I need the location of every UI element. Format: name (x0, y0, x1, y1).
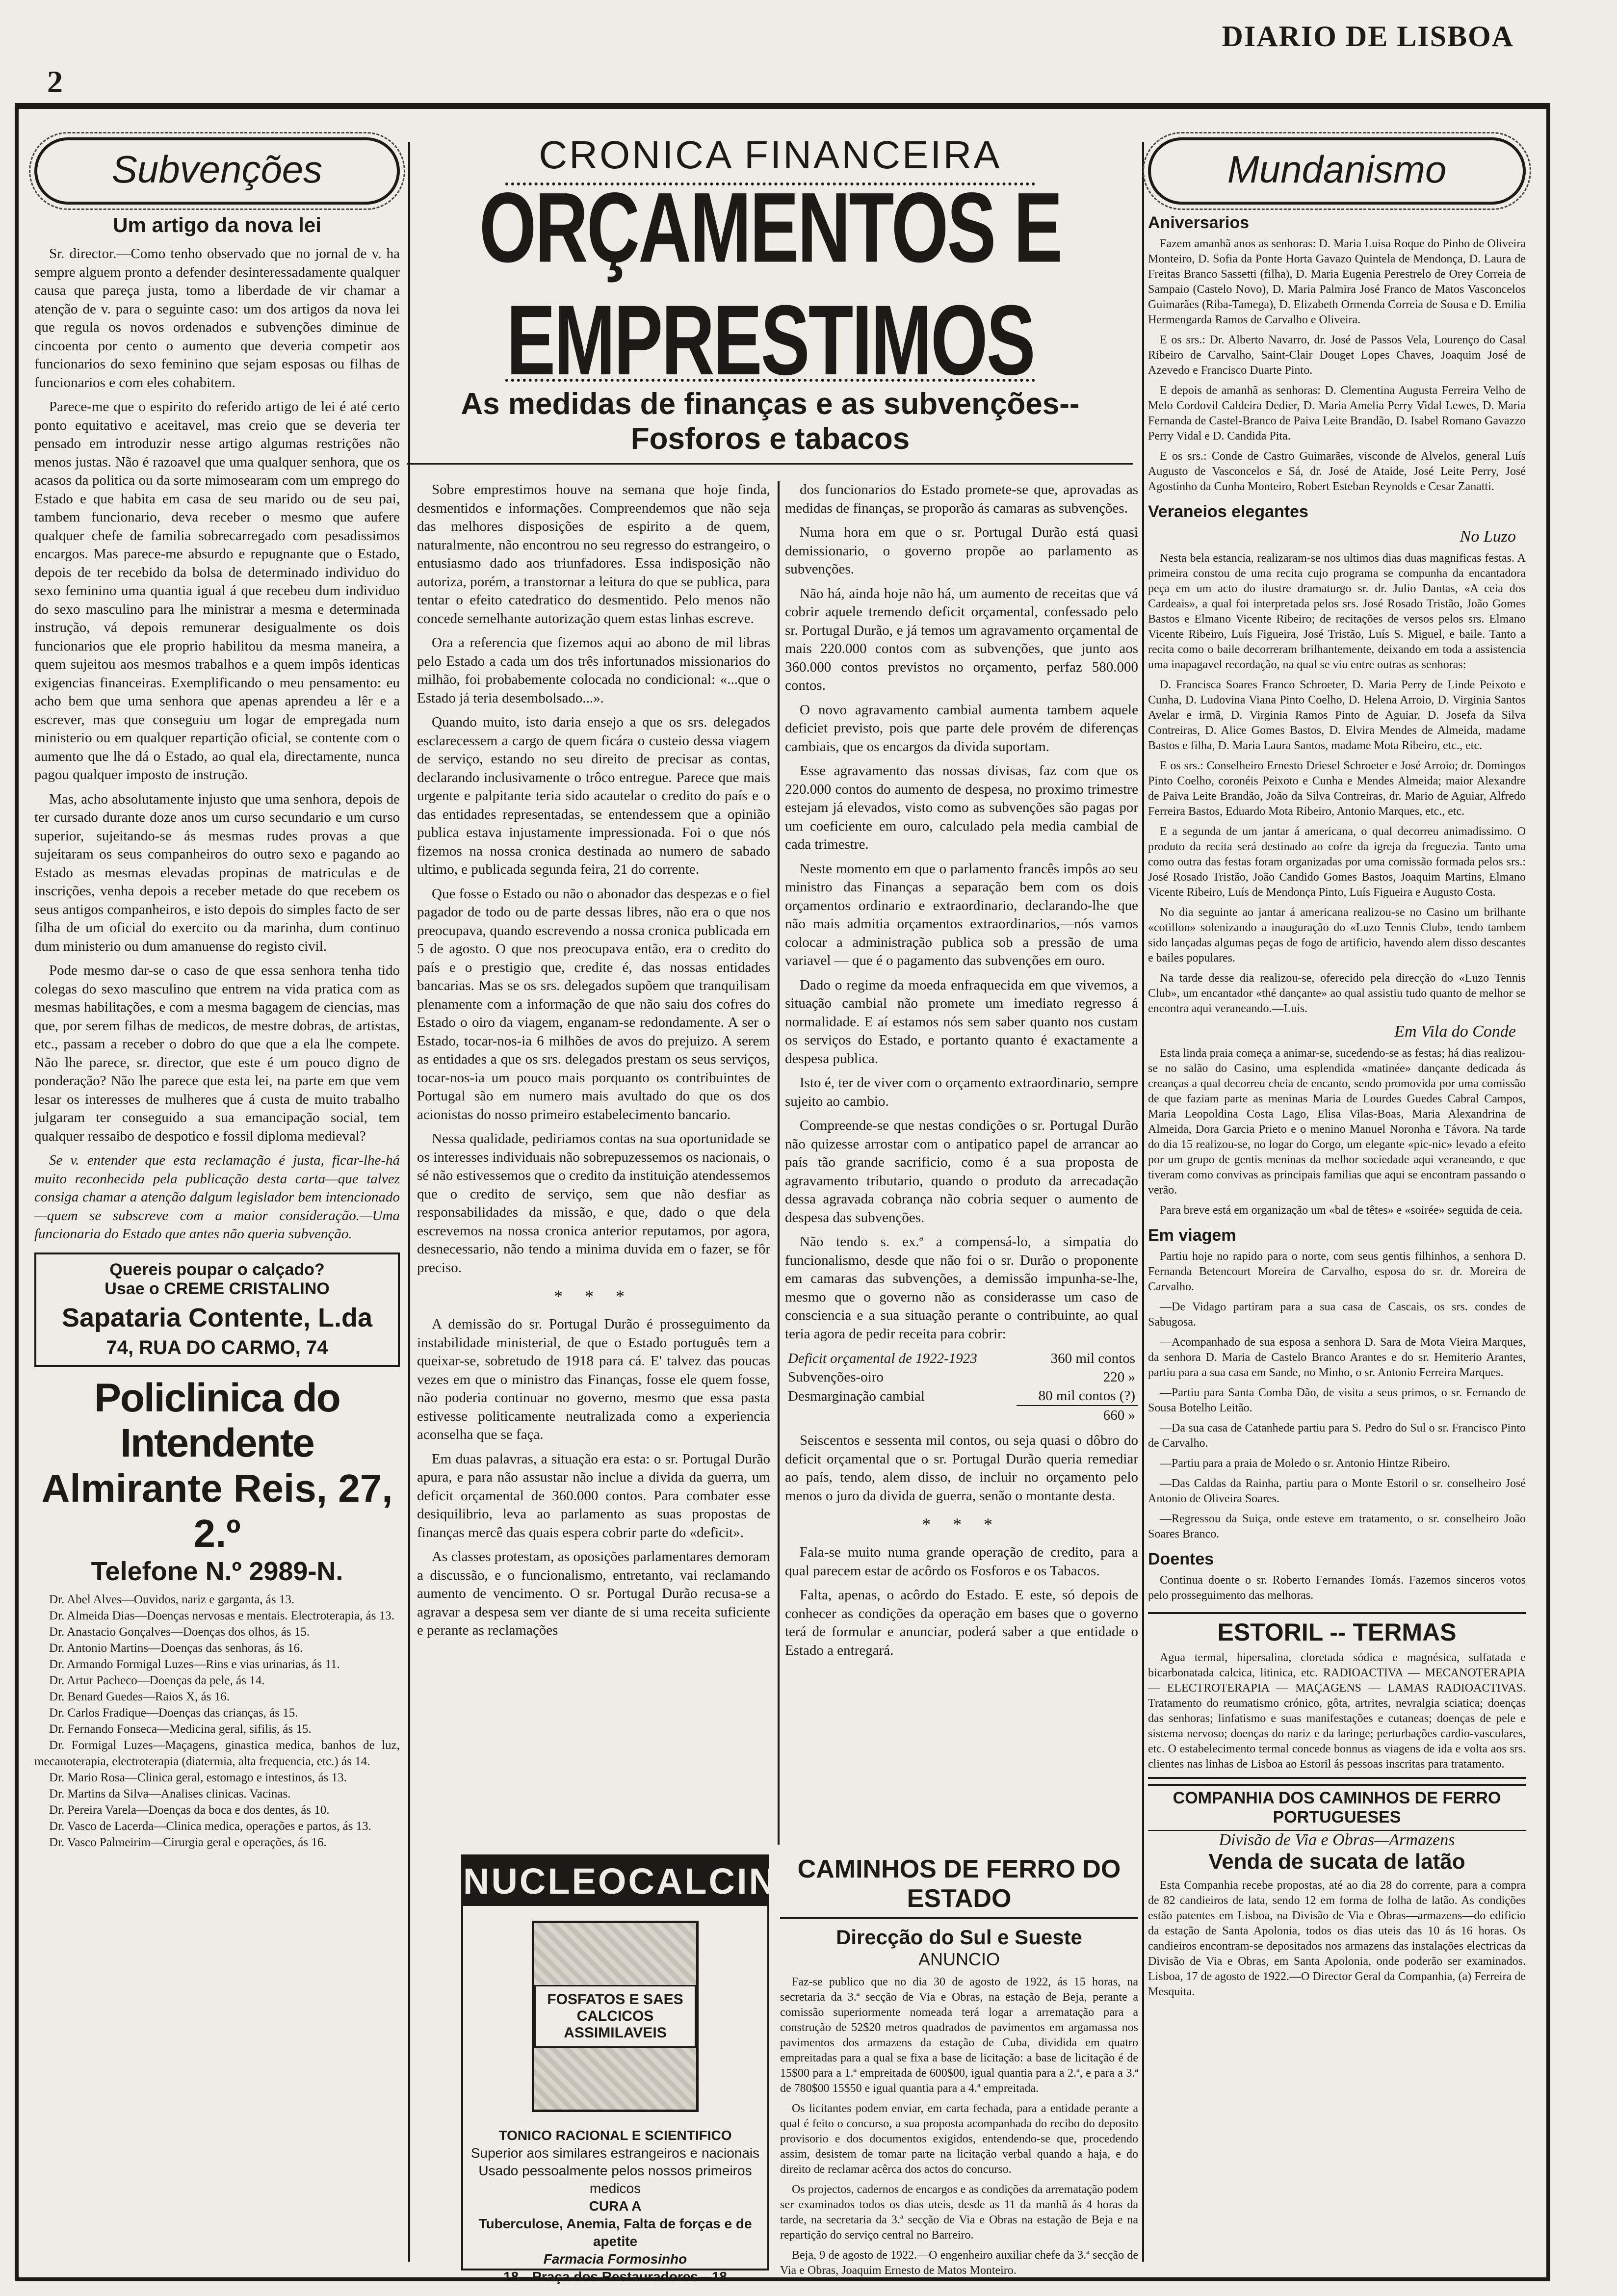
cronica-header (407, 132, 1133, 471)
notice-paragraph: Os projectos, cadernos de encargos e as condições da arrematação podem ser examinados todos os dias uteis, desde as 11 da manhã ás 4 horas da tarde, na secretaria da 3.ª secção de Via e Obras na estação de Beja e na repartição do serviço central no Barreiro. (780, 2183, 1138, 2242)
column-subvencoes (34, 137, 400, 2262)
article-paragraph: Se v. entender que esta reclamação é justa, ficar-lhe-há muito reconhecida pela publicação desta carta—que talvez consiga chamar a atenção dalgum legislador bem intencionado—quem se subscreve com a maior consideração.—Uma funcionaria do Estado que antes não queria subvenção. (34, 1152, 400, 1242)
article-paragraph: Continua doente o sr. Roberto Fernandes Tomás. Fazemos sinceros votos pelo prosseguimento das melhoras. (1148, 1574, 1526, 1602)
article-paragraph: Sr. director.—Como tenho observado que no jornal de v. ha sempre alguem pronto a defender desinteressadamente qualquer causa que pareça justa, tomo a liberdade de vir chamar a atenção de v. para o seguinte caso: um dos artigos da nova lei que regula os novos ordenados e subvenções diminue de cincoenta por cento o aumento que deveria competir aos funcionarios do sexo feminino que sejam esposas ou filhas de funcionarios e com eles cohabitem. (34, 246, 400, 391)
column-rule (1142, 142, 1144, 2262)
notice-paragraph: Os licitantes podem enviar, em carta fechada, para a entidade perante a qual é feito o concurso, a sua proposta acompanhada do recibo do deposito provisorio e dos documentos exigidos, entendendo-se que, procedendo assim, desistem de tomar parte na licitação verbal quando a haja, e do direito de reclamar acêrca dos actos do concurso. (780, 2102, 1138, 2176)
notice-caminhos-de-ferro (780, 1854, 1138, 2277)
article-paragraph: E depois de amanhã as senhoras: D. Clementina Augusta Ferreira Velho de Melo Cordovil Caldeira Dedier, D. Maria Amelia Perry Vidal Lewes, D. Maria Fernanda de Castel-Branco de Paiva Leite Brandão, D. Isabel Romano Gavazzo Perry Vidal e D. Candida Pita. (1148, 384, 1526, 443)
doctor-entry: Dr. Armando Formigal Luzes—Rins e vias urinarias, ás 11. (49, 1657, 340, 1671)
place-heading: No Luzo (1460, 527, 1516, 546)
article-paragraph: Sobre emprestimos houve na semana que hoje finda, desmentidos e informações. Compreendemos que não seja das melhores disposições de espirito a de quem, naturalmente, não encontrou no seu regresso do estrangeiro, o entusiasmo dado aos triunfadores. Essa indisposição não autoriza, porém, a transtornar a leitura do que se publica, para tentar o efeito catedratico do desmentido. Pelo menos não concede semelhante autorização quem estas linhas escreve. (417, 482, 770, 626)
table-cell: 220 » (1103, 1369, 1135, 1385)
article-paragraph: No dia seguinte ao jantar á americana realizou-se no Casino um brilhante «cotillon» solenizando a inauguração do «Luzo Tennis Club», tendo tambem sido lançadas algumas peças de fogo de artificio, havendo alem disso descantes e bailes populares. (1148, 906, 1526, 965)
table-cell (785, 1406, 1017, 1425)
policlinica-phone: Telefone N.º 2989-N. (91, 1556, 343, 1586)
article-paragraph: Nessa qualidade, pediriamos contas na sua oportunidade se os interesses individuais não sobrepuzessemos os nacionais, o sé não estivessemos que o credito da instituição atendessemos que o credito de serviço, sem que não desfiar as responsabilidades da missão, e que, dado o que dela escrevemos na nossa cronica anterior reputamos, por agora, desnecessario, não tendo a minima duvida em o fazer, se fôr preciso. (417, 1131, 770, 1276)
bottle-illustration (532, 1921, 699, 2112)
notice-companhia-caminhos-de-ferro (1148, 1784, 1526, 2000)
article-paragraph: A demissão do sr. Portugal Durão é prosseguimento da instabilidade ministerial, de que o Estado português tem a queixar-se, sobretudo de 1918 para cá. E' talvez das poucas vezes em que o ministro das Finanças, fosse ele quem fosse, não poderia continuar no governo, mesmo que essa pasta estivesse politicamente neutralizada como a experiencia aconselha que se faça. (417, 1316, 770, 1442)
article-paragraph: E os srs.: Conselheiro Ernesto Driesel Schroeter e José Arroio; dr. Domingos Pinto Coelho, coronéis Peixoto e Cunha e Mendes Almeida; maior Alexandre de Paiva Leite Brandão, João da Silva Contreiras, dr. Mario de Aguiar, Alfredo Ferreira Bastos, Eduardo Mota Ribeiro, Antonio Marques, etc., etc. (1148, 759, 1526, 818)
page-number: 2 (47, 64, 63, 99)
cronica-subhead: As medidas de finanças e as subvenções--Fosforos e tabacos (461, 387, 1080, 456)
advert-policlinica (34, 1376, 400, 1851)
section-title-subvencoes: Subvenções (34, 137, 400, 205)
advert-line: Superior aos similares estrangeiros e nacionais (470, 2145, 760, 2161)
article-paragraph: —Partiu para a praia de Moledo o sr. Antonio Hintze Ribeiro. (1160, 1457, 1450, 1470)
table-cell: Subvenções-oiro (788, 1369, 884, 1385)
notice-paragraph: Faz-se publico que no dia 30 de agosto de 1922, ás 15 horas, na secretaria da 3.ª secção de Via e Obras, na estação de Beja, perante a comissão superiormente nomeada terá logar a arrematação para a construção de 52$20 metros quadrados de pavimentos em argamassa nos pavimentos dos armazens da estação de Cuba, dividida em quatro empreitadas para a qual se fixa a base de licitação: a base de licitação é de 15$00 para a 1.ª empreitada de 600$00, igual quantia para a 2.ª, e para a 3.ª de 780$00 15$50 e igual quantia para a 4.ª empreitada. (780, 1976, 1138, 2095)
advert-nucleocalcina (461, 1854, 806, 2284)
table-row (785, 1386, 1138, 1406)
cronica-headline: ORÇAMENTOS E EMPRESTIMOS (479, 171, 1062, 396)
article-paragraph: Esta linda praia começa a animar-se, sucedendo-se as festas; há dias realizou-se no salão do Casino, uma esplendida «matinée» dançante dedicada ás creanças a qual decorreu cheia de encanto, sendo promovida por uma comissão de que faziam parte as meninas Maria de Lourdes Guedes Cabral Campos, Maria Leopoldina Costa Lago, Elisa Vilas-Boas, Maria Alexandrina de Almeida, Dora Garcia Prieto e o menino Manuel Noronha e Távora. Na tarde do dia 15 realizou-se, no logar do Corgo, um elegante «pic-nic» levado a efeito por um grupo de gentis meninas da melhor sociedade aqui veraneando, e que tiveram como convivas as principais familias que aqui se encontram passando o verão. (1148, 1047, 1526, 1197)
masthead: DIARIO DE LISBOA (1222, 20, 1514, 52)
article-paragraph: E os srs.: Dr. Alberto Navarro, dr. José de Passos Vela, Lourenço do Casal Ribeiro de Carvalho, Saint-Clair Douget Lopes Chaves, Joaquim José de Azevedo e Francisco Duarte Pinto. (1148, 334, 1526, 377)
policlinica-address: Almirante Reis, 27, 2.º (41, 1466, 393, 1555)
doctor-entry: Dr. Vasco de Lacerda—Clinica medica, operações e partos, ás 13. (49, 1819, 371, 1833)
article-paragraph: Mas, acho absolutamente injusto que uma senhora, depois de ter cursado durante doze anos um curso secundario e um curso superior, sujeitando-se ás mesmas rudes provas a que sujeitaram os seus companheiros do outro sexo e pagando ao Estado as mesmas elevadas propinas de matriculas e de inscrições, venha depois a receber metade do que recebem os seus antigos companheiros, e isto depois do simples facto de ser filha de um oficial do exercito ou da marinha, dum continuo dum ministerio ou dum amanuense do registo civil. (34, 791, 400, 954)
article-paragraph: Parece-me que o espirito do referido artigo de lei é até certo ponto equitativo e aceitavel, mas creio que se deveria ter pensado em introduzir nesse artigo algumas restrições não menos justas. Não é razoavel que uma qualquer senhora, que os acasos da politica ou da sorte mimosearam com um emprego do Estado e que habita em casa de seu marido ou de seu pai, tambem funcionario, deva receber o mesmo que aufere qualquer chefe de familia sobrecarregado com pesadissimos encargos. Mas parece-me absurdo e repugnante que o Estado, depois de ter recebido da bolsa de determinado individuo do sexo feminino uma quantia igual á que recebeu dum individuo do sexo masculino para lhe ministrar a mesma e determinada instrução, vá depois remunerar desigualmente os dois funcionarios que ele proprio habilitou da mesma maneira, a quem sujeitou aos mesmos trabalhos e a quem impôs identicas exigencias financeiras. Exemplificando o meu pensamento: eu acho bem que uma senhora que apenas aprendeu a lêr e a escrever, mas que conseguiu um logar de empregada num ministerio ou em qualquer repartição oficial, se contente com o aumento que lhe dá o Estado, ao qual ela, directamente, nunca pagou qualquer imposto de instrução. (34, 399, 400, 783)
bottle-label: FOSFATOS E SAES CALCICOS ASSIMILAVEIS (534, 1985, 696, 2048)
table-cell: 360 mil contos (1050, 1351, 1135, 1366)
notice-text: Esta Companhia recebe propostas, até ao dia 28 do corrente, para a compra de 82 candieiros de lata, sendo 12 em forma de folha de latão. As condições estão patentes em Lisboa, na Divisão de Via e Obras—armazens—do edificio da estação de Santa Apolonia, todos os dias uteis das 10 ás 16 horas. Os candieiros encontram-se depositados nos armazens das instalações electricas da Divisão de Via e Obras, em Santa Apolonia, onde poderão ser examinados. Lisboa, 17 de agosto de 1922.—O Director Geral da Companhia, (a) Ferreira de Mesquita. (1148, 1879, 1526, 1998)
article-paragraph: Fala-se muito numa grande operação de credito, para a qual parecem estar de acôrdo os Fosforos e os Tabacos. (785, 1544, 1138, 1579)
article-paragraph: —Da sua casa de Catanhede partiu para S. Pedro do Sul o sr. Francisco Pinto de Carvalho. (1148, 1422, 1526, 1450)
table-row (785, 1406, 1138, 1425)
doctor-entry: Dr. Antonio Martins—Doenças das senhoras, ás 16. (49, 1641, 303, 1655)
subsection-title: Veraneios elegantes (1148, 502, 1308, 521)
policlinica-name: Policlinica do Intendente (94, 1375, 340, 1465)
advert-address: 74, RUA DO CARMO, 74 (106, 1336, 328, 1358)
article-paragraph: dos funcionarios do Estado promete-se que, aprovadas as medidas de finanças, se proporão ás camaras as subvenções. (785, 482, 1138, 516)
article-paragraph: Isto é, ter de viver com o orçamento extraordinario, sempre sujeito ao cambio. (785, 1075, 1138, 1109)
article-paragraph: Fazem amanhã anos as senhoras: D. Maria Luisa Roque do Pinho de Oliveira Monteiro, D. Sofia da Ponte Horta Gavazo Quintela de Mendonça, D. Laura de Freitas Branco Sassetti (filha), D. Maria Eugenia Perestrelo de Orey Correia de Sampaio (Castelo Novo), D. Maria Palmira José Franco de Matos Vasconcelos Guimarães (Riba-Tamega), D. Elizabeth Ormenda Correia de Sousa e D. Emilia Hermengarda Ramos de Carvalho e Oliveira. (1148, 237, 1526, 326)
article-paragraph: —Regressou da Suiça, onde esteve em tratamento, o sr. conselheiro João Soares Branco. (1148, 1513, 1526, 1540)
article-paragraph: O novo agravamento cambial aumenta tambem aquele deficiet previsto, pois que parte dele provém de diferenças cambiais, que os encargos da divida suportam. (785, 702, 1138, 755)
budget-table (785, 1349, 1138, 1425)
advert-estoril-termas (1148, 1612, 1526, 1779)
section-break-stars: * * * (554, 1286, 633, 1306)
article-paragraph: —De Vidago partiram para a sua casa de Cascais, os srs. condes de Sabugosa. (1148, 1301, 1526, 1329)
article-paragraph: Ora a referencia que fizemos aqui ao abono de mil libras pelo Estado a cada um dos três infortunados missionarios do milhão, foi probabemente colocada no condicional: «...que o Estado já teria desembolsado...». (417, 635, 770, 706)
article-paragraph: Em duas palavras, a situação era esta: o sr. Portugal Durão apura, e para não assustar não inclue a divida da guerra, um deficit orçamental de 360.000 contos. Para combater esse desiquilibrio, leva ao parlamento as suas propostas de finanças mercê das quais espera cobrir parte do «deficit». (417, 1451, 770, 1540)
notice-kind: ANUNCIO (918, 1949, 1000, 1969)
doctor-entry: Dr. Artur Pacheco—Doenças da pele, ás 14. (49, 1673, 265, 1687)
doctor-entry: Dr. Benard Guedes—Raios X, ás 16. (49, 1690, 230, 1703)
subsection-title: Aniversarios (1148, 213, 1249, 232)
section-title-mundanismo: Mundanismo (1148, 137, 1526, 205)
table-cell: Deficit orçamental de 1922-1923 (788, 1351, 977, 1366)
article-paragraph: —Partiu para Santa Comba Dão, de visita a seus primos, o sr. Fernando de Sousa Botelho Leitão. (1148, 1386, 1526, 1414)
advert-sapataria (34, 1252, 400, 1367)
article-paragraph: Compreende-se que nestas condições o sr. Portugal Durão não quizesse arrostar com o antipatico papel de arrancar ao país tão grande sacrificio, como é a sua proposta de agravamento tributario, quando o produto da arrecadação dessa agravada cobrança não cobria sequer o aumento de despesa das subvenções. (785, 1118, 1138, 1226)
notice-title: COMPANHIA DOS CAMINHOS DE FERRO PORTUGUESES (1148, 1784, 1526, 1831)
article-paragraph: —Das Caldas da Rainha, partiu para o Monte Estoril o sr. conselheiro José Antonio de Oliveira Soares. (1148, 1477, 1526, 1505)
article-paragraph: E os srs.: Conde de Castro Guimarães, visconde de Alvelos, general Luís Augusto de Vasconcelos e Sá, dr. José de Ataide, José Leite Perry, José Agostinho da Cunha Monteiro, Robert Esteban Reynolds e Cesar Zanatti. (1148, 450, 1526, 493)
advert-line: 18—Praça dos Restauradores—18 (503, 2269, 727, 2284)
doctor-entry: Dr. Almeida Dias—Doenças nervosas e mentais. Electroterapia, ás 13. (49, 1609, 394, 1622)
advert-line: Quereis poupar o calçado? (109, 1260, 325, 1279)
doctor-entry: Dr. Martins da Silva—Analises clinicas. Vacinas. (49, 1787, 291, 1800)
column-cronica-a (417, 481, 770, 1850)
article-paragraph: Na tarde desse dia realizou-se, oferecido pela direcção do «Luzo Tennis Club», um encantador «thé dançante» ao qual assistiu tudo quanto de melhor se encontra aqui veraneando.—Luis. (1148, 972, 1526, 1015)
advert-name: Sapataria Contente, L.da (61, 1303, 373, 1332)
doctor-entry: Dr. Mario Rosa—Clinica geral, estomago e intestinos, ás 13. (49, 1771, 347, 1784)
notice-subtitle: Divisão de Via e Obras—Armazens (1219, 1831, 1455, 1849)
article-paragraph: Seiscentos e sessenta mil contos, ou seja quasi o dôbro do deficit orçamental que o sr. Portugal Durão queria remediar ao país, tendo, alem disso, de incluir no orçamento pelo menos o juro da divida de guerra, senão o montante desta. (785, 1433, 1138, 1504)
advert-title: ESTORIL -- TERMAS (1217, 1618, 1457, 1646)
subsection-title: Doentes (1148, 1550, 1214, 1568)
doctor-entry: Dr. Formigal Luzes—Maçagens, ginastica medica, banhos de luz, mecanoterapia, electroterapia (diatermia, alta frequencia, etc.) ás 14. (34, 1738, 400, 1768)
doctor-entry: Dr. Pereira Varela—Doenças da boca e dos dentes, ás 10. (49, 1803, 330, 1817)
doctor-entry: Dr. Vasco Palmeirim—Cirurgia geral e operações, ás 16. (49, 1835, 327, 1849)
doctor-entry: Dr. Abel Alves—Ouvidos, nariz e garganta, ás 13. (49, 1592, 295, 1606)
article-paragraph: Para breve está em organização um «bal de têtes» e «soirée» seguida de ceia. (1160, 1204, 1523, 1217)
article-paragraph: Partiu hoje no rapido para o norte, com seus gentis filhinhos, a senhora D. Fernanda Betencourt Moreira de Carvalho, esposa do sr. dr. Moreira de Carvalho. (1148, 1250, 1526, 1293)
table-row (785, 1368, 1138, 1386)
table-cell: 660 » (1103, 1408, 1135, 1423)
article-paragraph: D. Francisca Soares Franco Schroeter, D. Maria Perry de Linde Peixoto e Cunha, D. Ludovina Viana Pinto Coelho, D. Helena Arroio, D. Virginia Santos Avelar e irmã, D. Virginia Ramos Pinto de Aguiar, D. Josefa da Silva Contreiras, D. Alice Gomes Bastos, D. Elvira Mendes de Almeida, madame Bastos e filha, D. Maria Laura Santos, madame Mota Ribeiro, etc., etc. (1148, 678, 1526, 752)
table-cell: Desmarginação cambial (788, 1388, 925, 1404)
article-paragraph: —Acompanhado de sua esposa a senhora D. Sara de Mota Vieira Marques, da senhora D. Maria de Castelo Branco Arantes e do sr. Hemiterio Arantes, partiu para a sua casa em Sande, no Minho, o sr. Antonio Ferreira Marques. (1148, 1336, 1526, 1379)
column-mundanismo (1148, 137, 1526, 2262)
notice-subtitle: Direcção do Sul e Sueste (836, 1926, 1082, 1949)
article-paragraph: Nesta bela estancia, realizaram-se nos ultimos dias duas magnificas festas. A primeira constou de uma recita cujo programa se compunha da encantadora peça em um acto do ilustre dramaturgo sr. dr. Julio Dantas, «A ceia dos Cardeais», a qual foi interpretada pelos srs. José Rosado Tristão, João Gomes Bastos e Elmano Vicente Ribeiro; de recitações de versos pelos srs. Elmano Vicente Ribeiro, Luís Figueira, José Tristão, Luís S. Miguel, e baile. Tanto a recita como o baile decorreram brilhantemente, deixando em toda a assistencia uma inapagavel recordação, na qual se viu entre outras as senhoras: (1148, 552, 1526, 671)
article-paragraph: Não há, ainda hoje não há, um aumento de receitas que vá cobrir aquele tremendo deficit orçamental, confessado pelo sr. Portugal Durão, e já temos um agravamento orçamental de mais 220.000 contos com as subvenções, que junto aos 360.000 contos previstos no orçamento, perfaz 580.000 contos. (785, 585, 1138, 693)
advert-line: Tuberculose, Anemia, Falta de forças e de apetite (478, 2216, 752, 2249)
article-paragraph: Esse agravamento das nossas divisas, faz com que os 220.000 contos do aumento de despesa, no proximo trimestre estejam já elevados, visto como as subvenções são pagas por um coeficiente em ouro, calculado pela media cambial de cada trimestre. (785, 763, 1138, 852)
section-break-stars: * * * (922, 1514, 1001, 1534)
article-paragraph: Que fosse o Estado ou não o abonador das despezas e o fiel pagador de todo ou de parte dessas libres, não era o que nos preocupava, quando escrevendo a nossa cronica publicada em 5 de agosto. O que nos preocupava então, era o credito do país e o prestigio que, credite é, das nossas entidades bancarias. Mas se os srs. delegados supõem que tranquilisam plenamente com a informação de que não saiu dos cofres do Estado o oiro da viagem, enganam-se redondamente. A ser o Estado, tocar-nos-ia 6 milhões de avos do prejuizo. A serem as entidades a que os srs. delegados prestam os seus serviços, tocar-nos-ia um pouco mais porquanto os contribuintes de Portugal são em numero mais avultado do que os dos acionistas do nosso primeiro estabelecimento bancario. (417, 886, 770, 1122)
table-cell: 80 mil contos (?) (1017, 1386, 1138, 1406)
doctor-entry: Dr. Carlos Fradique—Doenças das crianças, ás 15. (49, 1706, 298, 1720)
article-paragraph: Não tendo s. ex.ª a compensá-lo, a simpatia do funcionalismo, desde que não foi o sr. Durão o proponente em camaras das subvenções, a demissão impunha-se-lhe, mesmo que o governo não as considerasse um caso de consciencia e a sua situação perante o contribuinte, ao qual teria agora de pedir receita para cobrir: (785, 1234, 1138, 1342)
table-row (785, 1349, 1138, 1368)
doctor-entry: Dr. Anastacio Gonçalves—Doenças dos olhos, ás 15. (49, 1625, 310, 1639)
advert-line: Usado pessoalmente pelos nossos primeiros medicos (478, 2163, 752, 2196)
article-paragraph: Dado o regime da moeda enfraquecida em que vivemos, a situação cambial não promete um imediato regresso á normalidade. E aí estamos nós sem saber quanto nos custam os serviços do Estado, e portanto quanto é exactamente a despesa publica. (785, 977, 1138, 1067)
advert-line: Farmacia Formosinho (543, 2251, 687, 2267)
subsection-title: Em viagem (1148, 1226, 1236, 1245)
article-paragraph: Pode mesmo dar-se o caso de que essa senhora tenha tido colegas do sexo masculino que entrem na vida pratica com as mesmas habilitações, e com a mesma bagagem de ciencias, mas que, por serem filhas de medicos, de mestre dobras, de artistas, etc., passam a receber o dobro do que que a ela lhe compete. Não lhe parece, sr. director, que este é um pouco digno de ponderação? Não lhe parece que esta lei, na parte em que vem lesar os interesses de mulheres que á custa de muito trabalho julgaram ter conseguido a sua emancipação social, tem qualquer ressaibo de despotico e fossil diploma medieval? (34, 963, 400, 1144)
notice-headline: Venda de sucata de latão (1208, 1850, 1465, 1874)
doctor-entry: Dr. Fernando Fonseca—Medicina geral, sifilis, ás 15. (49, 1722, 312, 1736)
advert-line: Usae o CREME CRISTALINO (104, 1279, 330, 1298)
advert-brand: NUCLEOCALCINA (463, 1856, 767, 1906)
place-heading: Em Vila do Conde (1394, 1022, 1516, 1041)
article-paragraph: As classes protestam, as oposições parlamentares demoram a discussão, e o funcionalismo, entretanto, vai reclamando aumento de vencimento. O sr. Portugal Durão recusa-se a agravar a despesa sem ver diante de si uma receita suficiente e perante as reclamações (417, 1549, 770, 1638)
article-paragraph: Neste momento em que o parlamento francês impôs ao seu ministro das Finanças a separação bem com os dois orçamentos ordinario e extraordinario, declarando-lhe que não mais admitia orçamentos extraordinarios,—nós vamos colocar a administração publica sob a pressão de uma variavel — que é o pagamento das subvenções em ouro. (785, 861, 1138, 968)
advert-line: TONICO RACIONAL E SCIENTIFICO (498, 2128, 732, 2143)
article-headline: Um artigo da nova lei (113, 213, 321, 236)
article-paragraph: Quando muito, isto daria ensejo a que os srs. delegados esclarecessem a cargo de quem ficára o custeio dessa viagem de serviço, estando no seu direito de precisar as contas, declarando inclusivamente o trôco entregue. Parece que mais urgente e palpitante teria sido acautelar o credito do país e o das entidades representadas, se entendessem que a opinião publica estava injustamente impressionada. Foi o que nós fizemos na nossa cronica destinada ao numero de sabado ultimo, e publicada segunda feira, 21 do corrente. (417, 714, 770, 877)
advert-text: Agua termal, hipersalina, cloretada sódica e magnésica, sulfatada e bicarbonatada calcica, litinica, etc. RADIOACTIVA — MECANOTERAPIA — ELECTROTERAPIA — MAÇAGENS — LAMAS RADIOACTIVAS. Tratamento do reumatismo crónico, gôta, artrites, nevralgia sciatica; doenças das senhoras; linfatismo e suas manifestações e cutaneas; doenças de pele e sistema nervoso; doenças do nariz e da laringe; perturbações cardio-vasculares, etc. O estabelecimento termal concede bonnus as viagens de ida e volta aos srs. clientes nas linhas de Lisboa ao Estoril ás pessoas inscritas para tratamento. (1148, 1651, 1526, 1771)
notice-title: CAMINHOS DE FERRO DO ESTADO (780, 1854, 1138, 1919)
advert-line: CURA A (589, 2198, 642, 2214)
article-paragraph: Numa hora em que o sr. Portugal Durão está quasi demissionario, o governo propõe ao parlamento as subvenções. (785, 524, 1138, 577)
article-paragraph: E a segunda de um jantar á americana, o qual decorreu animadissimo. O produto da recita será destinado ao cofre da igreja da freguezia. Tanto uma como outra das festas foram organizadas por uma comissão formada pelos srs.: José Rosado Tristão, João Candido Gomes Bastos, Joaquim Martins, Elmano Vicente Ribeiro, Luís de Mendonça Pinto, Luís Figueira e Augusto Costa. (1148, 825, 1526, 899)
divider (407, 463, 1133, 465)
column-cronica-b (785, 481, 1138, 1850)
cronica-kicker: CRONICA FINANCEIRA (539, 133, 1002, 177)
notice-paragraph: Beja, 9 de agosto de 1922.—O engenheiro auxiliar chefe da 3.ª secção de Via e Obras, Joaquim Ernesto de Matos Monteiro. (780, 2249, 1138, 2277)
column-rule (778, 481, 780, 1845)
article-paragraph: Falta, apenas, o acôrdo do Estado. E este, só depois de conhecer as condições da operação em bases que o governo terá de formular e anunciar, poderá saber a que entidade o Estado a entregará. (785, 1587, 1138, 1658)
